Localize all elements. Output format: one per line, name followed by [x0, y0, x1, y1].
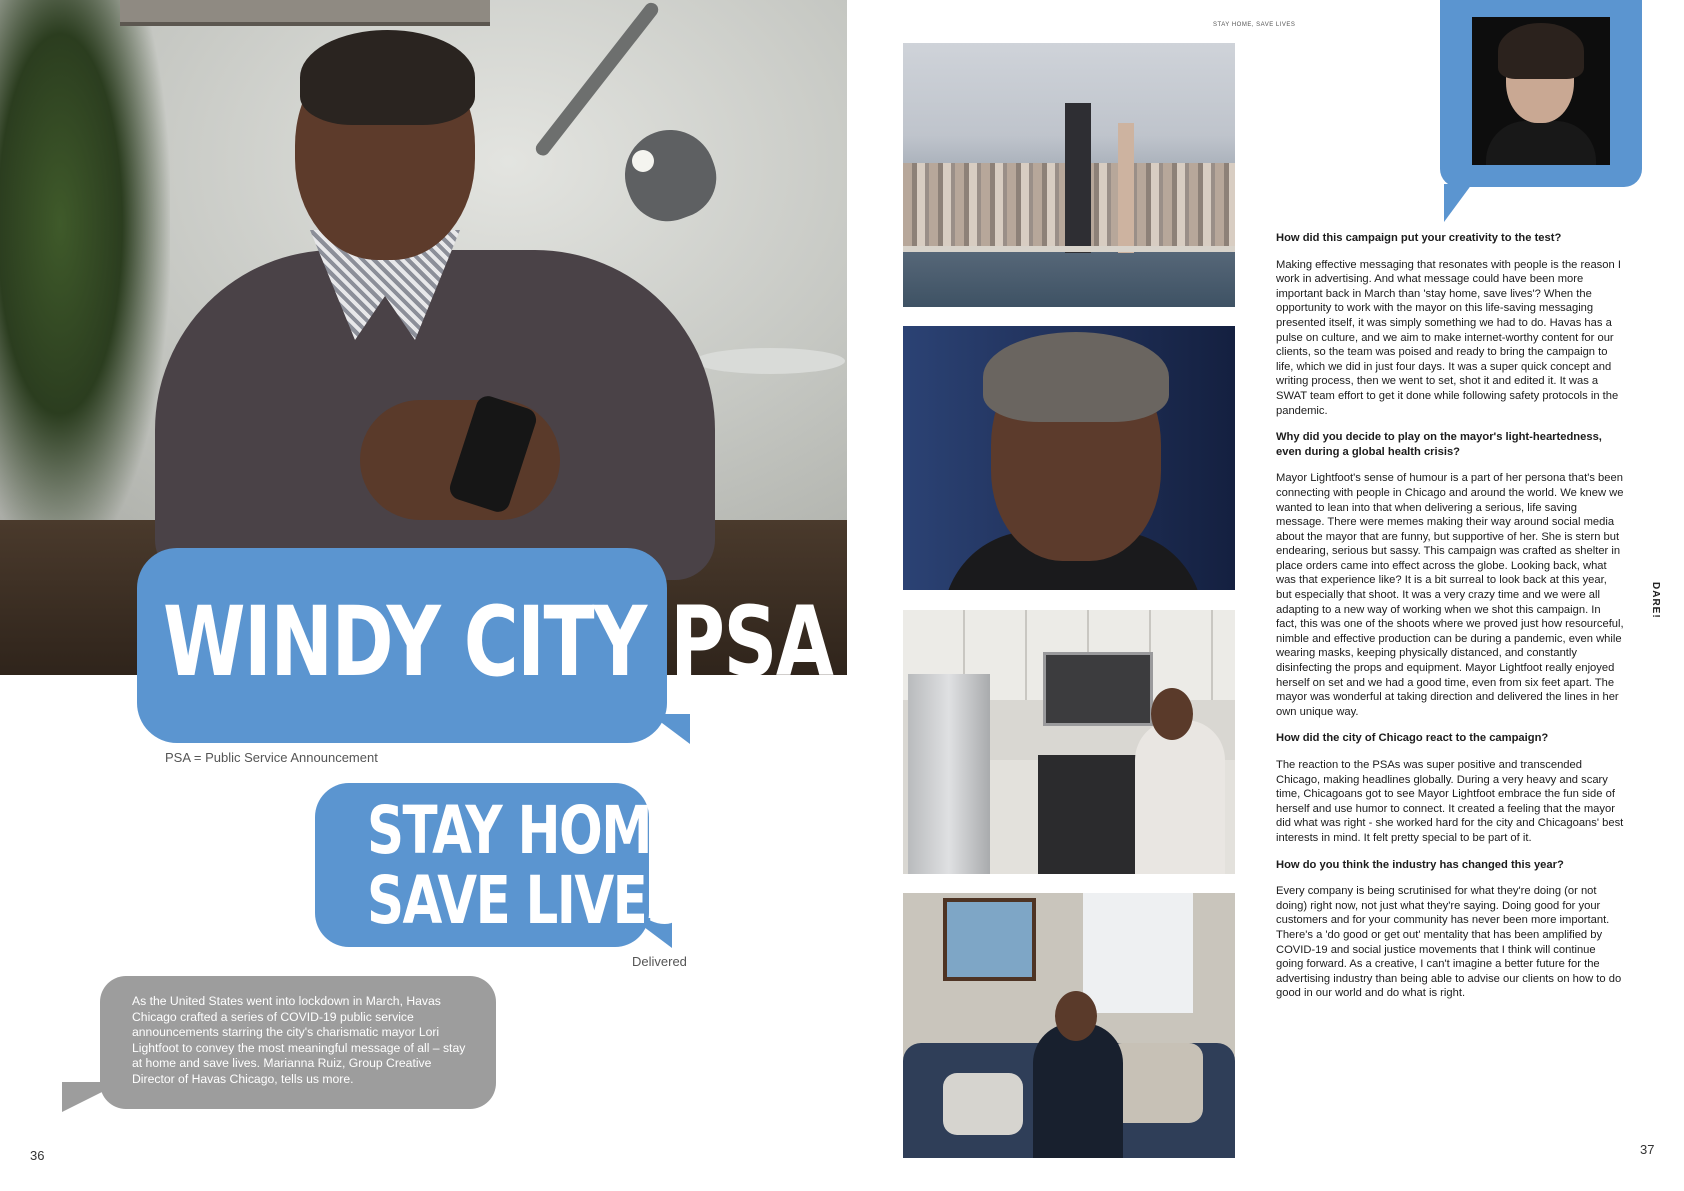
kitchen-person: [1135, 720, 1225, 874]
photo-mayor-kitchen: [903, 610, 1235, 874]
interviewee-hair: [1498, 23, 1584, 79]
slogan-line-2: SAVE LIVES: [367, 862, 682, 939]
delivered-label: Delivered: [632, 954, 687, 969]
sofa-window: [1083, 893, 1193, 1013]
photo-mayor-portrait: [903, 326, 1235, 590]
interview-question-3: How did the city of Chicago react to the campaign?: [1276, 732, 1549, 745]
hero-lamp-bulb: [632, 150, 654, 172]
kitchen-microwave: [1043, 652, 1153, 726]
title-bubble-tail: [650, 714, 690, 744]
interview-column: [1276, 231, 1624, 1013]
hero-person-hair: [300, 30, 475, 125]
sofa-pillow-left: [943, 1073, 1023, 1135]
hero-picture-frame: [120, 0, 490, 26]
page-number-left: 36: [30, 1148, 45, 1163]
interview-answer-3: The reaction to the PSAs was super positive and transcended Chicago, making headlines globally. During a very heavy and scary time, Chicagoans got to see Mayor Lightfoot embrace the fun side of herself and use humor to connect. It created a feeling that the mayor did what was right - she worked hard for the city and Chicagoans' best interests in mind. It felt pretty special to be part of it.: [1276, 759, 1624, 844]
interview-question-2: Why did you decide to play on the mayor's light-heartedness, even during a global health crisis?: [1276, 431, 1602, 458]
sofa-poster: [943, 898, 1036, 981]
skyline-tower-2: [1118, 123, 1134, 253]
portrait-bubble-tail: [1444, 184, 1472, 222]
interviewee-body: [1486, 121, 1596, 165]
skyline-shore: [903, 246, 1235, 252]
running-head-right: STAY HOME, SAVE LIVES: [1213, 22, 1296, 28]
interview-question-4: How do you think the industry has changed this year?: [1276, 858, 1564, 871]
intro-text: As the United States went into lockdown in March, Havas Chicago crafted a series of COVID-19 public service announcements starring the city's charismatic mayor Lori Lightfoot to convey the most meaningful message of all – stay at home and save lives. Marianna Ruiz, Group Creative Director of Havas Chicago, tells us more.: [132, 994, 466, 1086]
sofa-person: [1033, 1023, 1123, 1158]
title-text: WINDY CITY PSA: [163, 586, 833, 698]
intro-bubble-tail: [62, 1082, 122, 1112]
acronym-caption: PSA = Public Service Announcement: [165, 750, 378, 765]
page-number-right: 37: [1640, 1142, 1655, 1157]
hero-shelf: [695, 348, 845, 374]
kitchen-person-head: [1151, 688, 1193, 740]
interview-answer-4: Every company is being scrutinised for what they're doing (or not doing) right now, not just what they're saying. Doing good for your customers and for your community has never been more important. There's a 'do good or get out' mentality that has been amplified by COVID-19 and social justice movements that I think will continue going forward. As a creative, I can't imagine a better future for the advertising industry than being able to advise our clients on how to do good in our world and do what is right.: [1276, 885, 1622, 1000]
hero-plant: [0, 0, 170, 560]
side-tab: DARE!: [1650, 582, 1661, 619]
interview-answer-2: Mayor Lightfoot's sense of humour is a part of her persona that's been connecting with people in Chicago and around the world. We knew we wanted to lean into that when delivering a serious, life saving message. There were memes making their way around social media about the mayor that are funny, but supportive of her. She is stern but endearing, serious but sassy. This campaign was crafted as shelter in place orders came into effect across the globe. Looking back, what was that experience like? It is a bit surreal to look back at this year, but especially that shoot. It was a very crazy time and we were all adapting to a new way of working when we shot this campaign. In fact, this was one of the shoots where we proved just how resourceful, nimble and effective production can be during a pandemic, even while wearing masks, keeping physically distanced, and constantly disinfecting the props and equipment. Mayor Lightfoot really enjoyed herself on set and we had a good time, even from six feet apart. The mayor was wonderful at taking direction and delivered the lines in her own unique way.: [1276, 472, 1624, 718]
kitchen-stove: [1038, 755, 1148, 874]
portrait-hair: [983, 332, 1169, 422]
slogan-line-1: STAY HOME: [367, 792, 685, 869]
interviewee-portrait: [1472, 17, 1610, 165]
sofa-person-head: [1055, 991, 1097, 1041]
photo-mayor-sofa: [903, 893, 1235, 1158]
interview-question-1: How did this campaign put your creativity to the test?: [1276, 232, 1562, 244]
photo-chicago-skyline: [903, 43, 1235, 307]
interview-answer-1: Making effective messaging that resonates with people is the reason I work in advertising. And what message could have been more important back in March than 'stay home, save lives'? When the opportunity to work with the mayor on this life-saving messaging presented itself, it was simply something we had to do. Havas has a pulse on culture, and we aim to make internet-worthy content for our clients, so the team was poised and ready to bring the campaign to life, which we did in just four days. It was a super quick concept and writing process, then we went to set, shot it and edited it. It was a SWAT team effort to get it done while following safety protocols in the pandemic.: [1276, 258, 1621, 417]
kitchen-fridge: [908, 674, 990, 874]
skyline-tower: [1065, 103, 1091, 253]
